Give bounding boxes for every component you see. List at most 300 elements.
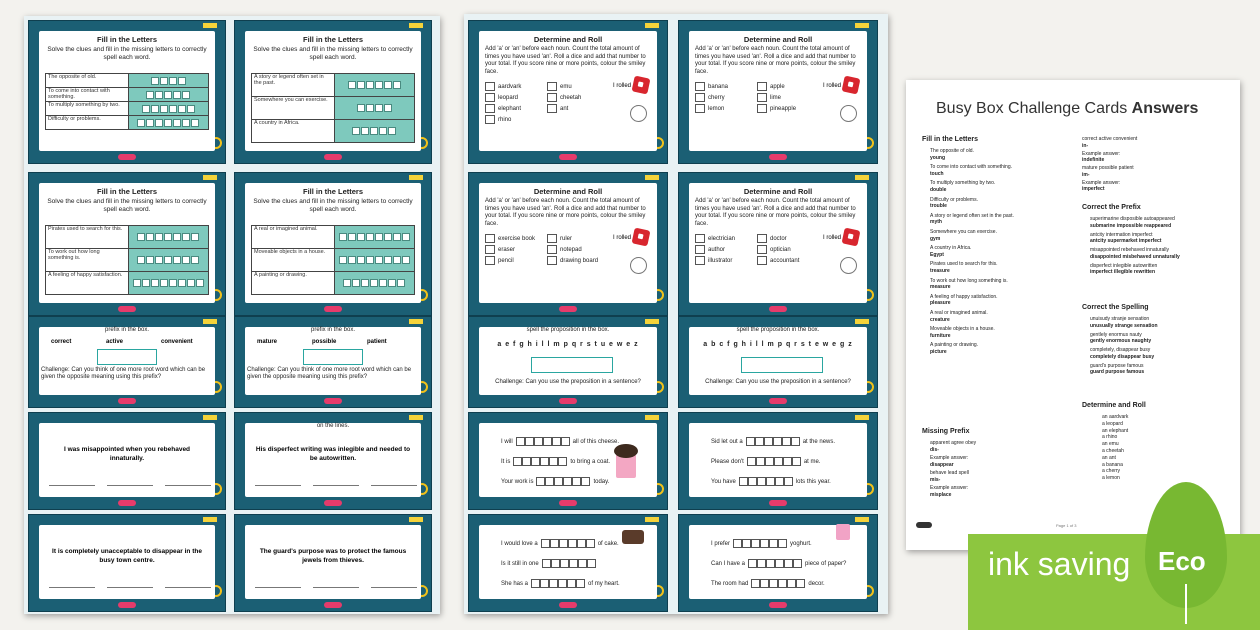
gap-box (755, 437, 764, 446)
sentence-start: The room had (711, 581, 749, 588)
clue-row (252, 272, 414, 294)
answer-item (930, 326, 1070, 339)
gap-box (760, 539, 769, 548)
letter-box (187, 279, 195, 287)
gap-box (774, 457, 783, 466)
noun-checkbox (757, 234, 767, 243)
card-spark-decoration (409, 175, 423, 180)
letter-box (375, 81, 383, 89)
noun-column (547, 81, 617, 114)
noun-word: cheetah (560, 94, 582, 101)
letter-boxes (129, 102, 208, 115)
card-instructions: Solve the clues and fill in the missing letters to correctly spell each word. (253, 46, 413, 61)
noun-word: cherry (708, 94, 725, 101)
gap-box (559, 539, 568, 548)
fill-letters-card (234, 20, 432, 164)
answer-item: an aardvark (1102, 414, 1129, 420)
smiley-face-icon (630, 105, 647, 122)
letter-box (169, 105, 177, 113)
clue-text: To multiply something by two. (46, 102, 129, 115)
letter-box (384, 256, 392, 264)
letter-box (173, 119, 181, 127)
noun-word: lime (770, 94, 782, 101)
answer-clue: apparent agree obey (930, 440, 977, 446)
answer-line (107, 587, 153, 588)
letter-box (146, 119, 154, 127)
gap-sentence (501, 579, 620, 588)
eco-leaf-stem (1185, 584, 1187, 624)
answer-word: mis- (930, 476, 941, 483)
gap-box (561, 437, 570, 446)
twinkl-logo-icon (916, 522, 932, 528)
letter-box (196, 279, 204, 287)
sentence-end: at me. (803, 459, 821, 466)
letter-boxes (129, 249, 208, 271)
clue-text: A real or imagined animal. (252, 226, 335, 248)
noun-word: aardvark (498, 83, 522, 90)
prefix-root-word: possible (312, 339, 337, 345)
gap-sentence (711, 559, 846, 568)
letter-box (343, 279, 351, 287)
gap-boxes (746, 439, 800, 445)
answer-line (255, 485, 301, 486)
missing-prefix-card (234, 316, 432, 408)
answer-line (49, 485, 95, 486)
answer-line (49, 587, 95, 588)
card-blob-decoration (118, 154, 136, 160)
noun-item (547, 255, 617, 266)
clue-row (46, 249, 208, 272)
card-blob-decoration (769, 398, 787, 404)
letter-boxes (335, 249, 414, 271)
card-blob-decoration (559, 306, 577, 312)
letter-box (160, 279, 168, 287)
gap-sentence (711, 457, 821, 466)
card-panel (689, 31, 867, 151)
spelling-card (28, 514, 226, 612)
letter-box (375, 233, 383, 241)
clue-table (45, 225, 209, 295)
noun-word: electrician (708, 235, 736, 242)
noun-word: drawing board (560, 257, 599, 264)
answer-clue: antcity intermation imperfect (1090, 231, 1153, 238)
letter-boxes (335, 74, 414, 96)
letter-box (191, 233, 199, 241)
answer-clue: A feeling of happy satisfaction. (930, 293, 998, 300)
answer-line (371, 587, 417, 588)
letter-box (137, 233, 145, 241)
card-sentence: The guard's purpose was to protect the famous jewels from thieves. (259, 548, 407, 564)
letter-box (393, 256, 401, 264)
answer-word: antcity supermarket imperfect (1090, 238, 1162, 244)
card-panel (245, 327, 421, 395)
gap-box (756, 457, 765, 466)
card-spark-decoration (409, 319, 423, 324)
gap-box (549, 457, 558, 466)
noun-checkbox (485, 234, 495, 243)
answer-clue: Moveable objects in a house. (930, 326, 995, 333)
answer-clue: Pirates used to search for this. (930, 261, 998, 268)
noun-word: ant (560, 105, 569, 112)
noun-column (547, 233, 617, 266)
clue-text: To come into contact with something. (46, 88, 129, 101)
card-spark-decoration (203, 415, 217, 420)
gap-boxes (739, 479, 793, 485)
eco-badge-label: Eco (1158, 546, 1206, 576)
noun-item (695, 244, 765, 255)
card-title: Fill in the Letters (302, 35, 363, 44)
answer-item (1090, 363, 1230, 376)
answer-item (1090, 247, 1230, 260)
gap-boxes (541, 541, 595, 547)
letter-box (151, 77, 159, 85)
noun-checkbox (757, 104, 767, 113)
letter-boxes (335, 272, 414, 294)
card-spark-decoration (855, 175, 869, 180)
card-panel (39, 423, 215, 497)
letter-box (366, 256, 374, 264)
gap-box (568, 539, 577, 548)
clue-row (46, 272, 208, 294)
card-spark-decoration (855, 319, 869, 324)
card-panel (689, 423, 867, 497)
gap-fill-card (468, 514, 668, 612)
answer-line (165, 587, 211, 588)
noun-column (485, 81, 555, 125)
noun-word: leopard (498, 94, 519, 101)
card-blob-decoration (118, 500, 136, 506)
card-blob-decoration (324, 398, 342, 404)
card-instructions: Add 'a' or 'an' before each noun. Count the total amount of times you have used 'an'. Roll a dice and add that number to your total. If you score nine or more points, colour the smiley face. (695, 198, 856, 227)
answer-item: an emu (1102, 441, 1119, 448)
noun-word: apple (770, 83, 785, 90)
prefix-answer-box (97, 349, 157, 365)
letter-box (142, 105, 150, 113)
card-title: Determine and Roll (533, 187, 603, 196)
noun-checkbox (485, 104, 495, 113)
smiley-face-icon (630, 257, 647, 274)
card-instructions: Solve the clues and fill in the missing letters to correctly spell each word. (47, 198, 207, 213)
letter-box (178, 279, 186, 287)
clue-row (46, 226, 208, 249)
answer-item (930, 440, 1070, 453)
noun-item (757, 255, 827, 266)
clue-text: To work out how long something is. (46, 249, 129, 271)
card-blob-decoration (769, 306, 787, 312)
sentence-end: to bring a coat. (570, 459, 611, 466)
noun-word: author (708, 246, 726, 253)
answer-item (930, 278, 1070, 291)
answer-word: disappear (930, 461, 954, 468)
noun-column (757, 233, 827, 266)
fill-letters-card (28, 20, 226, 164)
letter-box (173, 91, 181, 99)
noun-checkbox (695, 93, 705, 102)
clue-row (46, 102, 208, 116)
gap-box (525, 437, 534, 446)
noun-word: lemon (708, 105, 725, 112)
gap-sentence (711, 477, 831, 486)
noun-item (485, 255, 555, 266)
answer-word: creature (930, 316, 950, 323)
gap-box (751, 579, 760, 588)
letter-box (164, 233, 172, 241)
card-spark-decoration (645, 517, 659, 522)
answer-item (1082, 180, 1222, 193)
card-title: Determine and Roll (533, 35, 603, 44)
clue-row (252, 97, 414, 120)
answer-item (930, 294, 1070, 307)
letter-box (375, 256, 383, 264)
smiley-face-icon (840, 105, 857, 122)
noun-item (485, 92, 555, 103)
gap-boxes (516, 439, 570, 445)
answer-clue: The opposite of old. (930, 148, 974, 154)
gap-box (541, 539, 550, 548)
clue-row (46, 88, 208, 102)
letter-box (357, 81, 365, 89)
answer-sheet (906, 80, 1240, 550)
answer-clue: A painting or drawing. (930, 342, 979, 349)
rolled-label: I rolled (612, 235, 631, 241)
gap-box (540, 457, 549, 466)
answer-line (313, 587, 359, 588)
answer-clue: A real or imagined animal. (930, 310, 988, 316)
gap-box (746, 437, 755, 446)
gap-box (757, 559, 766, 568)
letter-box (142, 279, 150, 287)
answer-item (930, 213, 1070, 226)
gap-box (558, 457, 567, 466)
answer-word: gym (930, 235, 941, 242)
answer-line (313, 485, 359, 486)
card-spark-decoration (645, 23, 659, 28)
letter-box (384, 81, 392, 89)
answer-item: a cherry (1102, 468, 1121, 475)
card-blob-decoration (559, 602, 577, 608)
gap-box (576, 579, 585, 588)
card-title: Determine and Roll (743, 187, 813, 196)
gap-box (550, 539, 559, 548)
gap-boxes (733, 541, 787, 547)
card-panel (689, 327, 867, 395)
answer-clue: superimarine disposible autoappeared (1090, 216, 1175, 222)
letter-box (191, 256, 199, 264)
answer-clue: Example answer: (930, 455, 969, 461)
noun-word: notepad (560, 246, 582, 253)
answer-item (1090, 316, 1230, 329)
card-blob-decoration (559, 500, 577, 506)
gap-box (748, 559, 757, 568)
gap-box (783, 457, 792, 466)
answer-item (930, 342, 1070, 355)
letter-box (370, 279, 378, 287)
answer-item (930, 148, 1070, 161)
answer-clue: To come into contact with something. (930, 164, 1012, 171)
gap-box (791, 437, 800, 446)
letter-box (375, 104, 383, 112)
noun-item (695, 233, 765, 244)
noun-checkbox (695, 256, 705, 265)
card-panel (245, 525, 421, 599)
noun-checkbox (695, 82, 705, 91)
card-spark-decoration (645, 415, 659, 420)
answer-section-heading: Correct the Prefix (1082, 204, 1141, 211)
gap-box (549, 579, 558, 588)
sentence-start: Sid let out a (711, 439, 743, 446)
answer-clue: To multiply something by two. (930, 180, 996, 187)
gap-box (778, 539, 787, 548)
card-title: Fill in the Letters (302, 187, 363, 196)
gap-box (543, 437, 552, 446)
clue-text: A feeling of happy satisfaction. (46, 272, 129, 294)
noun-item (485, 244, 555, 255)
card-instruction-tail: prefix in the box. (104, 327, 150, 333)
card-sentence: His disperfect writing was inlegible and needed to be autowritten. (255, 446, 411, 462)
card-panel (479, 31, 657, 151)
noun-checkbox (485, 256, 495, 265)
fill-letters-card (28, 172, 226, 316)
clue-text: A country in Africa. (252, 120, 335, 142)
noun-item (485, 81, 555, 92)
card-blob-decoration (769, 154, 787, 160)
letter-bank: a b c f g h i l l m p q r s t e w e g z (703, 341, 853, 348)
gap-box (531, 457, 540, 466)
answer-word: imperfect illegible rewritten (1090, 269, 1156, 275)
noun-word: illustrator (708, 257, 733, 264)
noun-word: elephant (498, 105, 522, 112)
noun-word: eraser (498, 246, 516, 253)
noun-checkbox (757, 245, 767, 254)
clue-text: Difficulty or problems. (46, 116, 129, 129)
card-panel (39, 525, 215, 599)
card-panel (245, 31, 421, 151)
prefix-root-word: mature (257, 339, 278, 345)
sentence-end: piece of paper? (805, 561, 847, 568)
card-panel (39, 183, 215, 303)
answer-item: an elephant (1102, 427, 1129, 434)
gap-box (792, 457, 801, 466)
gap-box (552, 437, 561, 446)
spelling-card (28, 412, 226, 510)
gap-box (784, 477, 793, 486)
card-spark-decoration (645, 319, 659, 324)
noun-checkbox (695, 234, 705, 243)
letter-box (137, 256, 145, 264)
card-panel (245, 423, 421, 497)
noun-item (695, 103, 765, 114)
letter-box (151, 105, 159, 113)
answer-clue: gentlely enormus nauty (1090, 331, 1142, 338)
card-blob-decoration (324, 306, 342, 312)
clue-row (252, 249, 414, 272)
letter-box (379, 127, 387, 135)
gap-box (782, 437, 791, 446)
card-spark-decoration (855, 517, 869, 522)
challenge-text: Challenge: Can you think of one more root word which can be given the opposite meaning using this prefix? (41, 367, 206, 380)
answer-line (107, 485, 153, 486)
answer-clue: Difficulty or problems. (930, 196, 978, 203)
noun-checkbox (547, 104, 557, 113)
answer-item: a leopard (1102, 420, 1123, 427)
letter-boxes (335, 120, 414, 142)
noun-item (485, 103, 555, 114)
answer-item (1090, 332, 1230, 345)
letter-box (366, 104, 374, 112)
clue-row (252, 74, 414, 97)
letter-box (137, 119, 145, 127)
card-instructions: Solve the clues and fill in the missing letters to correctly spell each word. (253, 198, 413, 213)
letter-box (357, 233, 365, 241)
gap-box (775, 477, 784, 486)
noun-word: accountant (770, 257, 800, 264)
answer-word: in- (1082, 142, 1089, 149)
letter-box (155, 119, 163, 127)
noun-item (757, 233, 827, 244)
answer-clue: completely, disappear busy (1090, 347, 1151, 353)
noun-checkbox (547, 82, 557, 91)
answer-section-heading: Correct the Spelling (1082, 304, 1149, 311)
gap-box (563, 477, 572, 486)
answer-section-heading: Missing Prefix (922, 428, 970, 435)
gap-box (569, 559, 578, 568)
letter-box (151, 279, 159, 287)
noun-item (695, 255, 765, 266)
answer-clue: To work out how long something is. (930, 277, 1008, 284)
answer-word: touch (930, 170, 944, 177)
answer-item (930, 245, 1070, 258)
letter-box (164, 256, 172, 264)
answer-clue: misappointed rebehaved innaturally (1090, 247, 1169, 253)
card-spark-decoration (645, 175, 659, 180)
gap-boxes (513, 459, 567, 465)
card-instruction-tail: spell the proposition in the box. (736, 327, 820, 333)
noun-checkbox (547, 256, 557, 265)
sentence-start: Please don't (711, 459, 744, 466)
card-spark-decoration (409, 517, 423, 522)
card-spark-decoration (203, 517, 217, 522)
sentence-start: Can I have a (711, 561, 746, 568)
sentence-start: Is it still in one (501, 561, 539, 568)
noun-item (695, 92, 765, 103)
noun-checkbox (695, 104, 705, 113)
letter-box (169, 77, 177, 85)
gap-box (567, 579, 576, 588)
preposition-card (678, 316, 878, 408)
answer-word: measure (930, 284, 951, 291)
card-title: Fill in the Letters (96, 35, 157, 44)
clue-text: Moveable objects in a house. (252, 249, 335, 271)
answer-clue: Example answer: (930, 485, 969, 491)
letter-box (178, 105, 186, 113)
letter-box (361, 127, 369, 135)
gap-box (757, 477, 766, 486)
noun-item (757, 92, 827, 103)
answer-word: im- (1082, 171, 1090, 178)
answer-word: unusually strange sensation (1090, 322, 1158, 329)
preposition-answer-box (531, 357, 613, 373)
card-blob-decoration (324, 154, 342, 160)
gap-sentence (501, 437, 619, 446)
gap-box (778, 579, 787, 588)
card-instruction-tail: on the lines. (316, 423, 350, 429)
letter-box (393, 81, 401, 89)
sentence-end: today. (593, 479, 610, 486)
card-blob-decoration (118, 602, 136, 608)
card-spark-decoration (203, 175, 217, 180)
answer-clue: Somewhere you can exercise. (930, 229, 997, 235)
answer-item (930, 470, 1070, 483)
